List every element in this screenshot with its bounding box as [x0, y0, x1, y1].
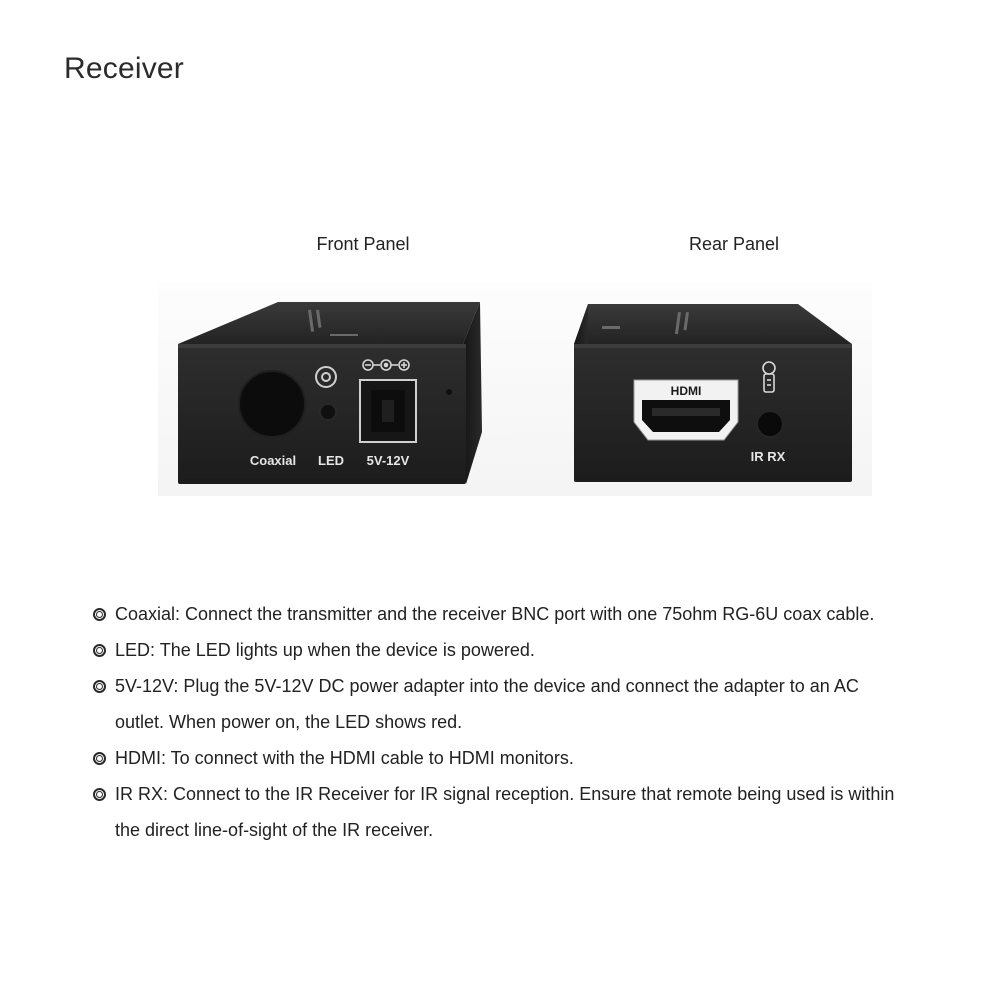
feature-text: 5V-12V: Plug the 5V-12V DC power adapter into the device and connect the adapter to an AC outlet. When power on, the LED shows red.: [115, 676, 859, 732]
led-indicator: [320, 404, 336, 420]
bullet-icon: [93, 644, 106, 657]
feature-item-coaxial: [90, 596, 910, 632]
bullet-icon: [93, 680, 106, 693]
power-jack: [360, 380, 416, 442]
page-title: Receiver: [64, 52, 184, 85]
feature-text: LED: The LED lights up when the device is powered.: [115, 640, 535, 660]
receiver-photo: [158, 282, 872, 496]
feature-text: Coaxial: Connect the transmitter and the receiver BNC port with one 75ohm RG-6U coax cable.: [115, 604, 875, 624]
feature-text: IR RX: Connect to the IR Receiver for IR signal reception. Ensure that remote being used is within the direct line-of-sight of the IR receiver.: [115, 784, 895, 840]
bullet-icon: [93, 752, 106, 765]
power-label: 5V-12V: [366, 453, 410, 468]
bullet-icon: [93, 788, 106, 801]
led-label: LED: [318, 453, 344, 468]
feature-item-ir-rx: [90, 776, 910, 848]
feature-item-hdmi: [90, 740, 910, 776]
coaxial-label: Coaxial: [249, 453, 297, 468]
hdmi-label: HDMI: [670, 384, 702, 398]
coaxial-port: [239, 371, 305, 437]
feature-text: HDMI: To connect with the HDMI cable to HDMI monitors.: [115, 748, 574, 768]
ir-rx-jack: [757, 411, 783, 437]
front-panel-label: Front Panel: [316, 234, 410, 254]
bullet-icon: [93, 608, 106, 621]
rear-unit: [574, 304, 852, 482]
rear-panel-label: Rear Panel: [688, 234, 780, 254]
feature-list: [90, 596, 910, 848]
feature-item-led: [90, 632, 910, 668]
front-unit: [178, 302, 482, 484]
ir-rx-label: IR RX: [750, 449, 786, 464]
feature-item-power: [90, 668, 910, 740]
